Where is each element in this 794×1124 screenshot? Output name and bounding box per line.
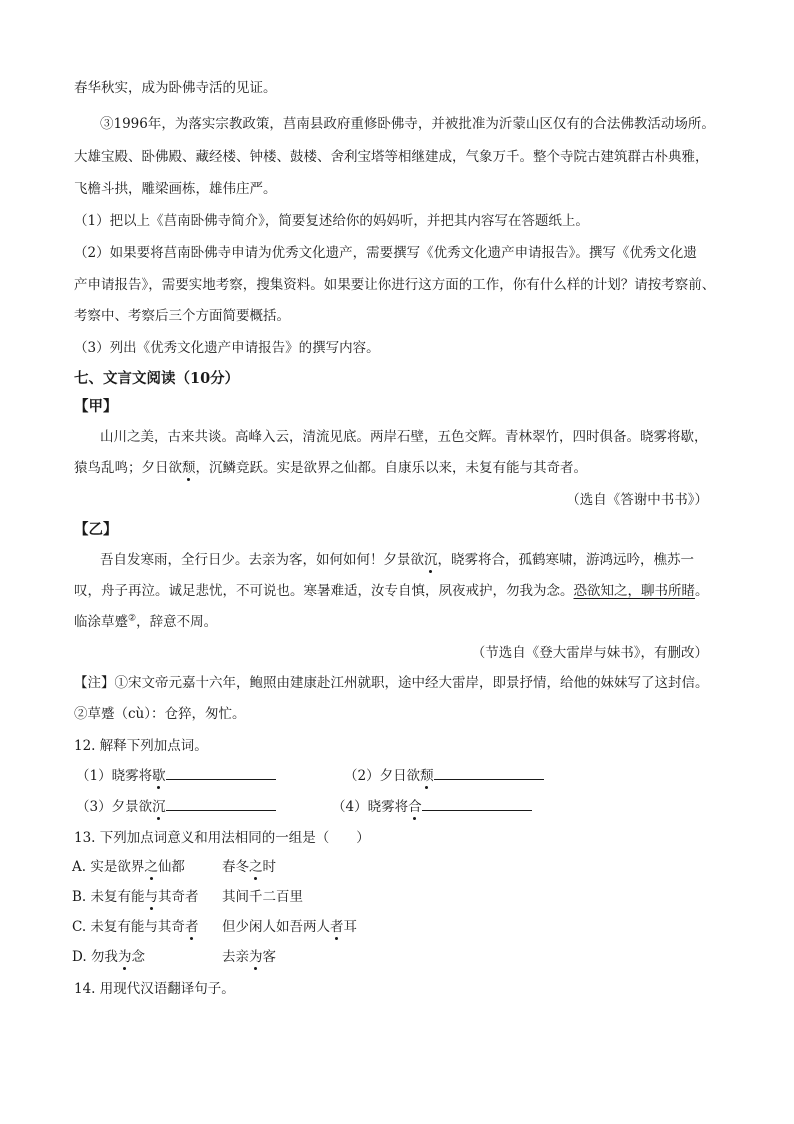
q13-c-cmp-dotted: 者: [330, 919, 344, 935]
yi-line1-c: ，晓雾将合，孤鹤寒啸，游鸿远吟，樵苏一: [437, 552, 694, 568]
para3-line3: 飞檐斗拱，雕梁画栋，雄伟庄严。: [74, 181, 277, 197]
q13-c-cmp1: 但少闲人如吾两人: [222, 919, 330, 935]
q12-item4: [332, 795, 532, 815]
yi-footnote-mark: ②: [128, 613, 137, 624]
yi-line2: [74, 579, 709, 599]
q13-a-cmp1: 春冬: [222, 859, 249, 875]
jia-line2-a: 猿鸟乱鸣；夕日欲: [74, 460, 182, 476]
q13-b-text2: 其奇者: [158, 889, 199, 905]
answer-blank-4[interactable]: [422, 796, 532, 811]
q12-item4-dotted: 合: [408, 799, 422, 815]
q12-item3-text: （3）夕景欲: [76, 799, 153, 815]
yi-dotted-char: 沉: [424, 552, 438, 568]
section-title: 七、文言文阅读（10分）: [74, 370, 240, 387]
q12-item2-dotted: 颓: [420, 768, 434, 784]
q13-a-text: A. 实是欲界: [72, 859, 145, 875]
q13-option-c[interactable]: [72, 915, 198, 935]
q13-d-dotted: 为: [117, 949, 132, 965]
jia-line1: 山川之美，古来共谈。高峰入云，清流见底。两岸石壁，五色交辉。青林翠竹，四时俱备。晓雾将歇，: [100, 429, 708, 445]
note-line2: ②草蹙（cù）：仓猝，匆忙。: [74, 706, 246, 722]
yi-underlined-sentence: 恐欲知之，聊书所睹: [573, 583, 695, 599]
q13-a-cmp-dotted: 之: [249, 859, 263, 875]
q14-title: 14. 用现代汉语翻译句子。: [74, 981, 235, 997]
q12-item3: [76, 795, 276, 815]
q13-a-text2: 仙都: [157, 859, 185, 875]
intro-end-text: 春华秋实，成为卧佛寺活的见证。: [74, 80, 277, 96]
question-2-line3: 考察中、考察后三个方面简要概括。: [74, 308, 290, 324]
q13-c-cmp2: 耳: [343, 919, 357, 935]
q12-item3-dotted: 沉: [152, 799, 166, 815]
para3-line1: ③1996年，为落实宗教政策，莒南县政府重修卧佛寺，并被批准为沂蒙山区仅有的合法佛教活动场所。: [100, 116, 715, 132]
q13-c-dotted: 者: [184, 919, 199, 935]
yi-line2-c: 。: [695, 583, 709, 599]
q12-item1-dotted: 歇: [152, 768, 166, 784]
answer-blank-1[interactable]: [166, 765, 276, 780]
q12-item4-text: （4）晓雾将: [332, 799, 409, 815]
note-line1: 【注】①宋文帝元嘉十六年，鲍照由建康赴江州就职，途中经大雷岸，即景抒情，给他的妹妹写了这封信。: [74, 675, 709, 691]
q12-item2-text: （2）夕日欲: [344, 768, 421, 784]
yi-line1-a: 吾自发寒雨，全行日少。去亲为客，如何如何！夕景欲: [100, 552, 424, 568]
jia-line2: [74, 456, 587, 476]
jia-label: 【甲】: [74, 398, 118, 415]
yi-line3-b: ，辞意不周。: [136, 614, 218, 630]
q12-title: 12. 解释下列加点词。: [74, 738, 208, 754]
q13-title: 13. 下列加点词意义和用法相同的一组是（ ）: [74, 830, 370, 846]
yi-label: 【乙】: [74, 521, 118, 538]
q13-option-b-compare: [222, 885, 303, 905]
question-1: （1）把以上《莒南卧佛寺简介》，简要复述给你的妈妈听，并把其内容写在答题纸上。: [74, 213, 589, 229]
q13-c-text: C. 未复有能与其奇: [72, 919, 185, 935]
q13-option-d[interactable]: [72, 945, 145, 965]
q13-d-cmp-dotted: 为: [249, 949, 263, 965]
q13-b-cmp1: 其间千二百里: [222, 889, 303, 905]
q12-item2: [344, 764, 544, 784]
q12-item1: [76, 764, 276, 784]
q13-option-d-compare: [222, 945, 276, 965]
q13-option-b[interactable]: [72, 885, 199, 905]
jia-dotted-char: 颓: [182, 460, 196, 476]
question-3: （3）列出《优秀文化遗产申请报告》的撰写内容。: [74, 340, 380, 356]
q13-d-text2: 念: [131, 949, 145, 965]
yi-line2-a: 叹，舟子再泣。诚足悲忧，不可说也。寒暑难适，汝专自慎，夙夜戒护，勿我为念。: [74, 583, 574, 599]
q13-d-text: D. 勿我: [72, 949, 118, 965]
answer-blank-3[interactable]: [166, 796, 276, 811]
question-2-line1: （2）如果要将莒南卧佛寺申请为优秀文化遗产，需要撰写《优秀文化遗产申请报告》。撰写《优秀文化遗: [74, 245, 697, 261]
q13-a-dotted: 之: [144, 859, 158, 875]
q13-option-c-compare: [222, 915, 357, 935]
yi-line3: [74, 610, 217, 630]
yi-line1: [100, 548, 694, 568]
q13-b-text: B. 未复有能: [72, 889, 145, 905]
q13-d-cmp1: 去亲: [222, 949, 249, 965]
jia-source: （选自《答谢中书书》）: [566, 492, 708, 508]
q13-d-cmp2: 客: [262, 949, 276, 965]
jia-line2-c: ，沉鳞竞跃。实是欲界之仙都。自康乐以来，未复有能与其奇者。: [195, 460, 587, 476]
q13-option-a-compare: [222, 855, 276, 875]
answer-blank-2[interactable]: [434, 765, 544, 780]
para3-line2: 大雄宝殿、卧佛殿、藏经楼、钟楼、鼓楼、舍利宝塔等相继建成，气象万千。整个寺院古建筑群古朴典雅，: [74, 149, 709, 165]
q13-a-cmp2: 时: [262, 859, 276, 875]
yi-line3-a: 临涂草蹙: [74, 614, 128, 630]
question-2-line2: 产申请报告》，需要实地考察，搜集资料。如果要让你进行这方面的工作，你有什么样的计划？请按考察前、: [74, 277, 716, 293]
q13-b-dotted: 与: [144, 889, 159, 905]
q13-option-a[interactable]: [72, 855, 185, 875]
yi-source: （节选自《登大雷岸与妹书》，有删改）: [471, 645, 708, 661]
q12-item1-text: （1）晓雾将: [76, 768, 153, 784]
